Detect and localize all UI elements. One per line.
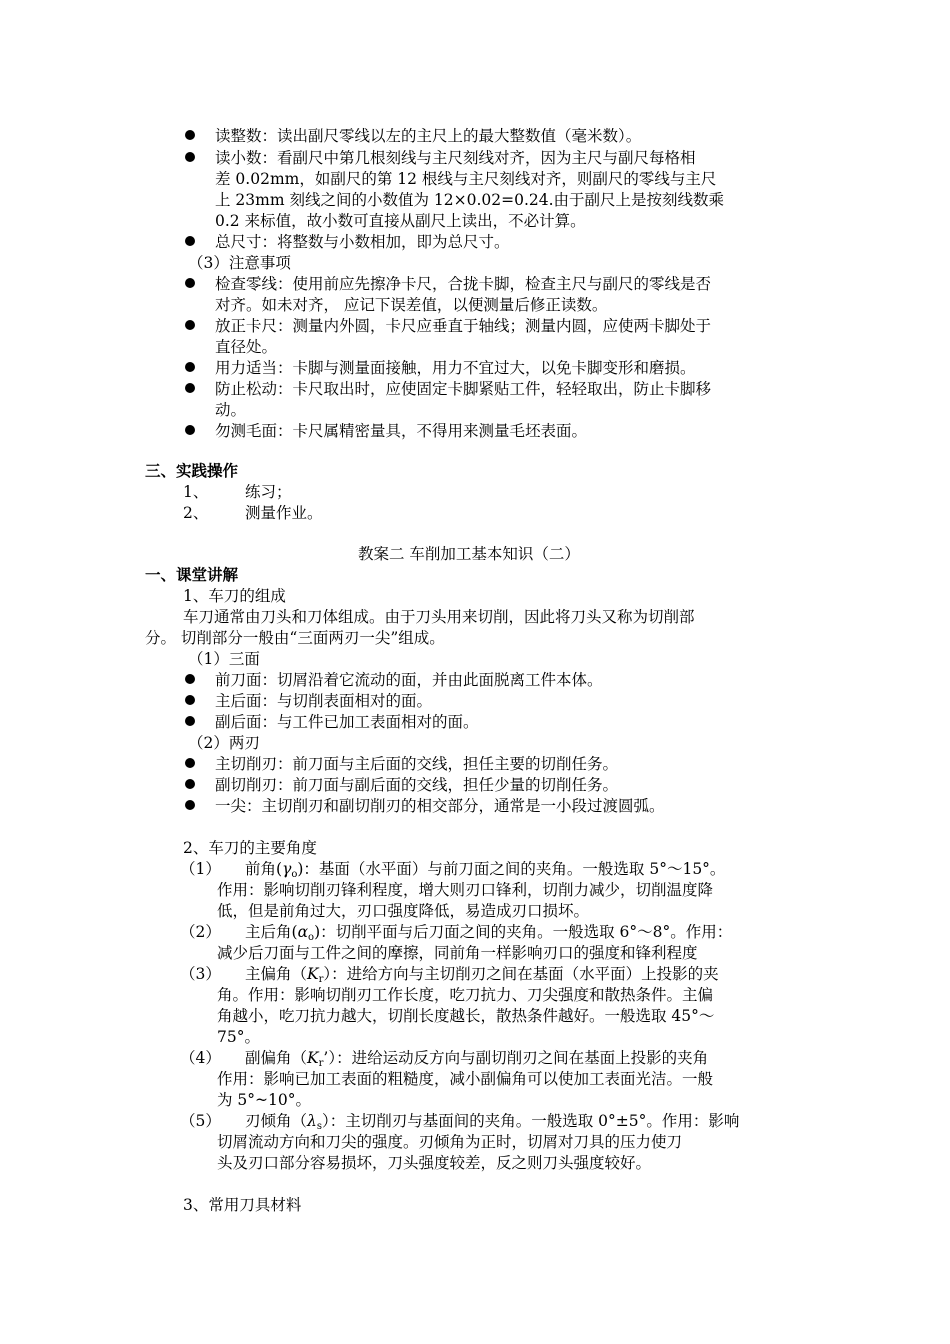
notes-item-1-line-2: 对齐。如未对齐， 应记下误差值，以便测量后修正读数。 — [215, 296, 608, 314]
angle-5-num: （5） — [180, 1112, 221, 1130]
angle-2-first-line — [245, 922, 732, 942]
bullet-icon — [185, 383, 195, 393]
edge-item-3: 一尖：主切削刃和副切削刃的相交部分，通常是一小段过渡圆弧。 — [215, 797, 665, 815]
reading-item-2-line-4: 0.2 来标值，故小数可直接从副尺上读出，不必计算。 — [215, 212, 586, 230]
angle-desc: 基面（水平面）与前刀面之间的夹角。一般选取 5°～15°。 — [318, 860, 726, 878]
face-item-1: 前刀面：切屑沿着它流动的面，并由此面脱离工件本体。 — [215, 671, 603, 689]
practice-item-1-num: 1、 — [183, 483, 209, 501]
angle-3-line-2: 角。作用：影响切削刃工作长度，吃刀抗力、刀尖强度和散热条件。主偏 — [217, 986, 714, 1004]
bullet-icon — [185, 425, 195, 435]
angle-subscript: o — [308, 932, 315, 943]
angle-suffix: )： — [297, 860, 319, 878]
reading-item-1: 读整数：读出副尺零线以左的主尺上的最大整数值（毫米数）。 — [215, 127, 642, 145]
angle-symbol: α — [297, 923, 309, 941]
notes-item-5: 勿测毛面：卡尺属精密量具，不得用来测量毛坯表面。 — [215, 422, 588, 440]
face-item-2: 主后面：与切削表面相对的面。 — [215, 692, 433, 710]
bullet-icon — [185, 716, 195, 726]
subheading-materials: 3、常用刀具材料 — [183, 1196, 302, 1214]
intro-line-1: 车刀通常由刀头和刀体组成。由于刀头用来切削，因此将刀头又称为切削部 — [183, 608, 695, 626]
angle-suffix: ）： — [321, 1112, 346, 1130]
bullet-icon — [185, 800, 195, 810]
practice-item-1-text: 练习； — [245, 483, 292, 501]
subheading-angles: 2、车刀的主要角度 — [183, 839, 317, 857]
angle-subscript: o — [291, 869, 298, 880]
notes-item-4-line-1: 防止松动：卡尺取出时，应使固定卡脚紧贴工件，轻轻取出，防止卡脚移 — [215, 380, 712, 398]
angle-name: 主后角( — [245, 923, 298, 941]
angle-2-num: （2） — [180, 923, 221, 941]
angle-3-first-line — [245, 964, 719, 984]
faces-heading: （1）三面 — [188, 650, 260, 668]
practice-heading: 三、实践操作 — [145, 461, 239, 480]
angle-1-line-2: 作用：影响切削刃锋利程度，增大则刃口锋利，切削力减少，切削温度降 — [217, 881, 714, 899]
lesson-title: 教案二 车削加工基本知识（二） — [358, 545, 580, 563]
reading-item-2-line-2: 差 0.02mm，如副尺的第 12 根线与主尺刻线对齐，则副尺的零线与主尺 — [215, 170, 717, 188]
angle-3-line-3: 角越小，吃刀抗力越大，切削长度越长，散热条件越好。一般选取 45°～ — [217, 1007, 715, 1025]
angle-desc: 主切削刃与基面间的夹角。一般选取 0°±5°。作用：影响 — [345, 1112, 740, 1130]
notes-item-1-line-1: 检查零线：使用前应先擦净卡尺，合拢卡脚，检查主尺与副尺的零线是否 — [215, 275, 712, 293]
angle-subscript: s — [316, 1121, 322, 1132]
angle-1-first-line — [245, 859, 725, 879]
angle-1-num: （1） — [180, 860, 221, 878]
edge-item-1: 主切削刃：前刀面与主后面的交线，担任主要的切削任务。 — [215, 755, 619, 773]
angle-desc: 进给方向与主切削刃之间在基面（水平面）上投影的夹 — [346, 965, 719, 983]
reading-item-2-line-3: 上 23mm 刻线之间的小数值为 12×0.02=0.24.由于副尺上是按刻线数乘 — [215, 191, 725, 209]
angle-3-line-4: 75°。 — [217, 1028, 260, 1046]
bullet-icon — [185, 779, 195, 789]
bullet-icon — [185, 758, 195, 768]
bullet-icon — [185, 695, 195, 705]
angle-1-line-3: 低，但是前角过大，刃口强度降低，易造成刃口损坏。 — [217, 902, 590, 920]
angle-name: 前角( — [245, 860, 283, 878]
angle-name: 副偏角（ — [245, 1049, 308, 1067]
bullet-icon — [185, 130, 195, 140]
angle-subscript: r — [318, 1058, 324, 1069]
angle-suffix: ’）： — [323, 1049, 352, 1067]
practice-item-2-text: 测量作业。 — [245, 504, 323, 522]
angle-symbol: λ — [307, 1112, 317, 1130]
intro-line-2: 分。 切削部分一般由“三面两刃一尖”组成。 — [145, 629, 445, 647]
angle-5-line-3: 头及刃口部分容易损坏，刀头强度较差，反之则刀头强度较好。 — [217, 1154, 652, 1172]
notes-item-4-line-2: 动。 — [215, 401, 247, 419]
bullet-icon — [185, 152, 195, 162]
angle-4-line-2: 作用：影响已加工表面的粗糙度，减小副偏角可以使加工表面光洁。一般 — [217, 1070, 714, 1088]
angle-name: 刃倾角（ — [245, 1112, 308, 1130]
notes-heading: （3）注意事项 — [188, 254, 291, 272]
angle-3-num: （3） — [180, 965, 221, 983]
angle-symbol: γ — [282, 860, 292, 878]
angle-4-num: （4） — [180, 1049, 221, 1067]
angle-5-first-line — [245, 1111, 739, 1131]
angle-4-first-line — [245, 1048, 708, 1068]
angle-desc: 切削平面与后刀面之间的夹角。一般选取 6°～8°。作用： — [335, 923, 733, 941]
notes-item-3: 用力适当：卡脚与测量面接触，用力不宜过大，以免卡脚变形和磨损。 — [215, 359, 696, 377]
angle-5-line-2: 切屑流动方向和刀尖的强度。刃倾角为正时，切屑对刀具的压力使刀 — [217, 1133, 683, 1151]
notes-item-2-line-1: 放正卡尺：测量内外圆，卡尺应垂直于轴线；测量内圆，应使两卡脚处于 — [215, 317, 712, 335]
bullet-icon — [185, 320, 195, 330]
practice-item-2-num: 2、 — [183, 504, 209, 522]
angle-4-line-3: 为 5°~10°。 — [217, 1091, 311, 1109]
angle-symbol: K — [307, 965, 319, 983]
section-heading: 一、课堂讲解 — [145, 565, 239, 584]
bullet-icon — [185, 674, 195, 684]
edges-heading: （2）两刃 — [188, 734, 260, 752]
angle-suffix: )： — [314, 923, 336, 941]
face-item-3: 副后面：与工件已加工表面相对的面。 — [215, 713, 479, 731]
angle-desc: 进给运动反方向与副切削刃之间在基面上投影的夹角 — [351, 1049, 709, 1067]
bullet-icon — [185, 236, 195, 246]
angle-subscript: r — [318, 974, 324, 985]
angle-name: 主偏角（ — [245, 965, 308, 983]
notes-item-2-line-2: 直径处。 — [215, 338, 278, 356]
bullet-icon — [185, 362, 195, 372]
bullet-icon — [185, 278, 195, 288]
edge-item-2: 副切削刃：前刀面与副后面的交线，担任少量的切削任务。 — [215, 776, 619, 794]
reading-item-2-line-1: 读小数：看副尺中第几根刻线与主尺刻线对齐，因为主尺与副尺每格相 — [215, 149, 696, 167]
angle-2-line-2: 减少后刀面与工件之间的摩擦，同前角一样影响刃口的强度和锋利程度 — [217, 944, 698, 962]
reading-item-3: 总尺寸：将整数与小数相加，即为总尺寸。 — [215, 233, 510, 251]
subheading-composition: 1、车刀的组成 — [183, 587, 286, 605]
angle-suffix: ）： — [323, 965, 347, 983]
angle-symbol: K — [307, 1049, 319, 1067]
